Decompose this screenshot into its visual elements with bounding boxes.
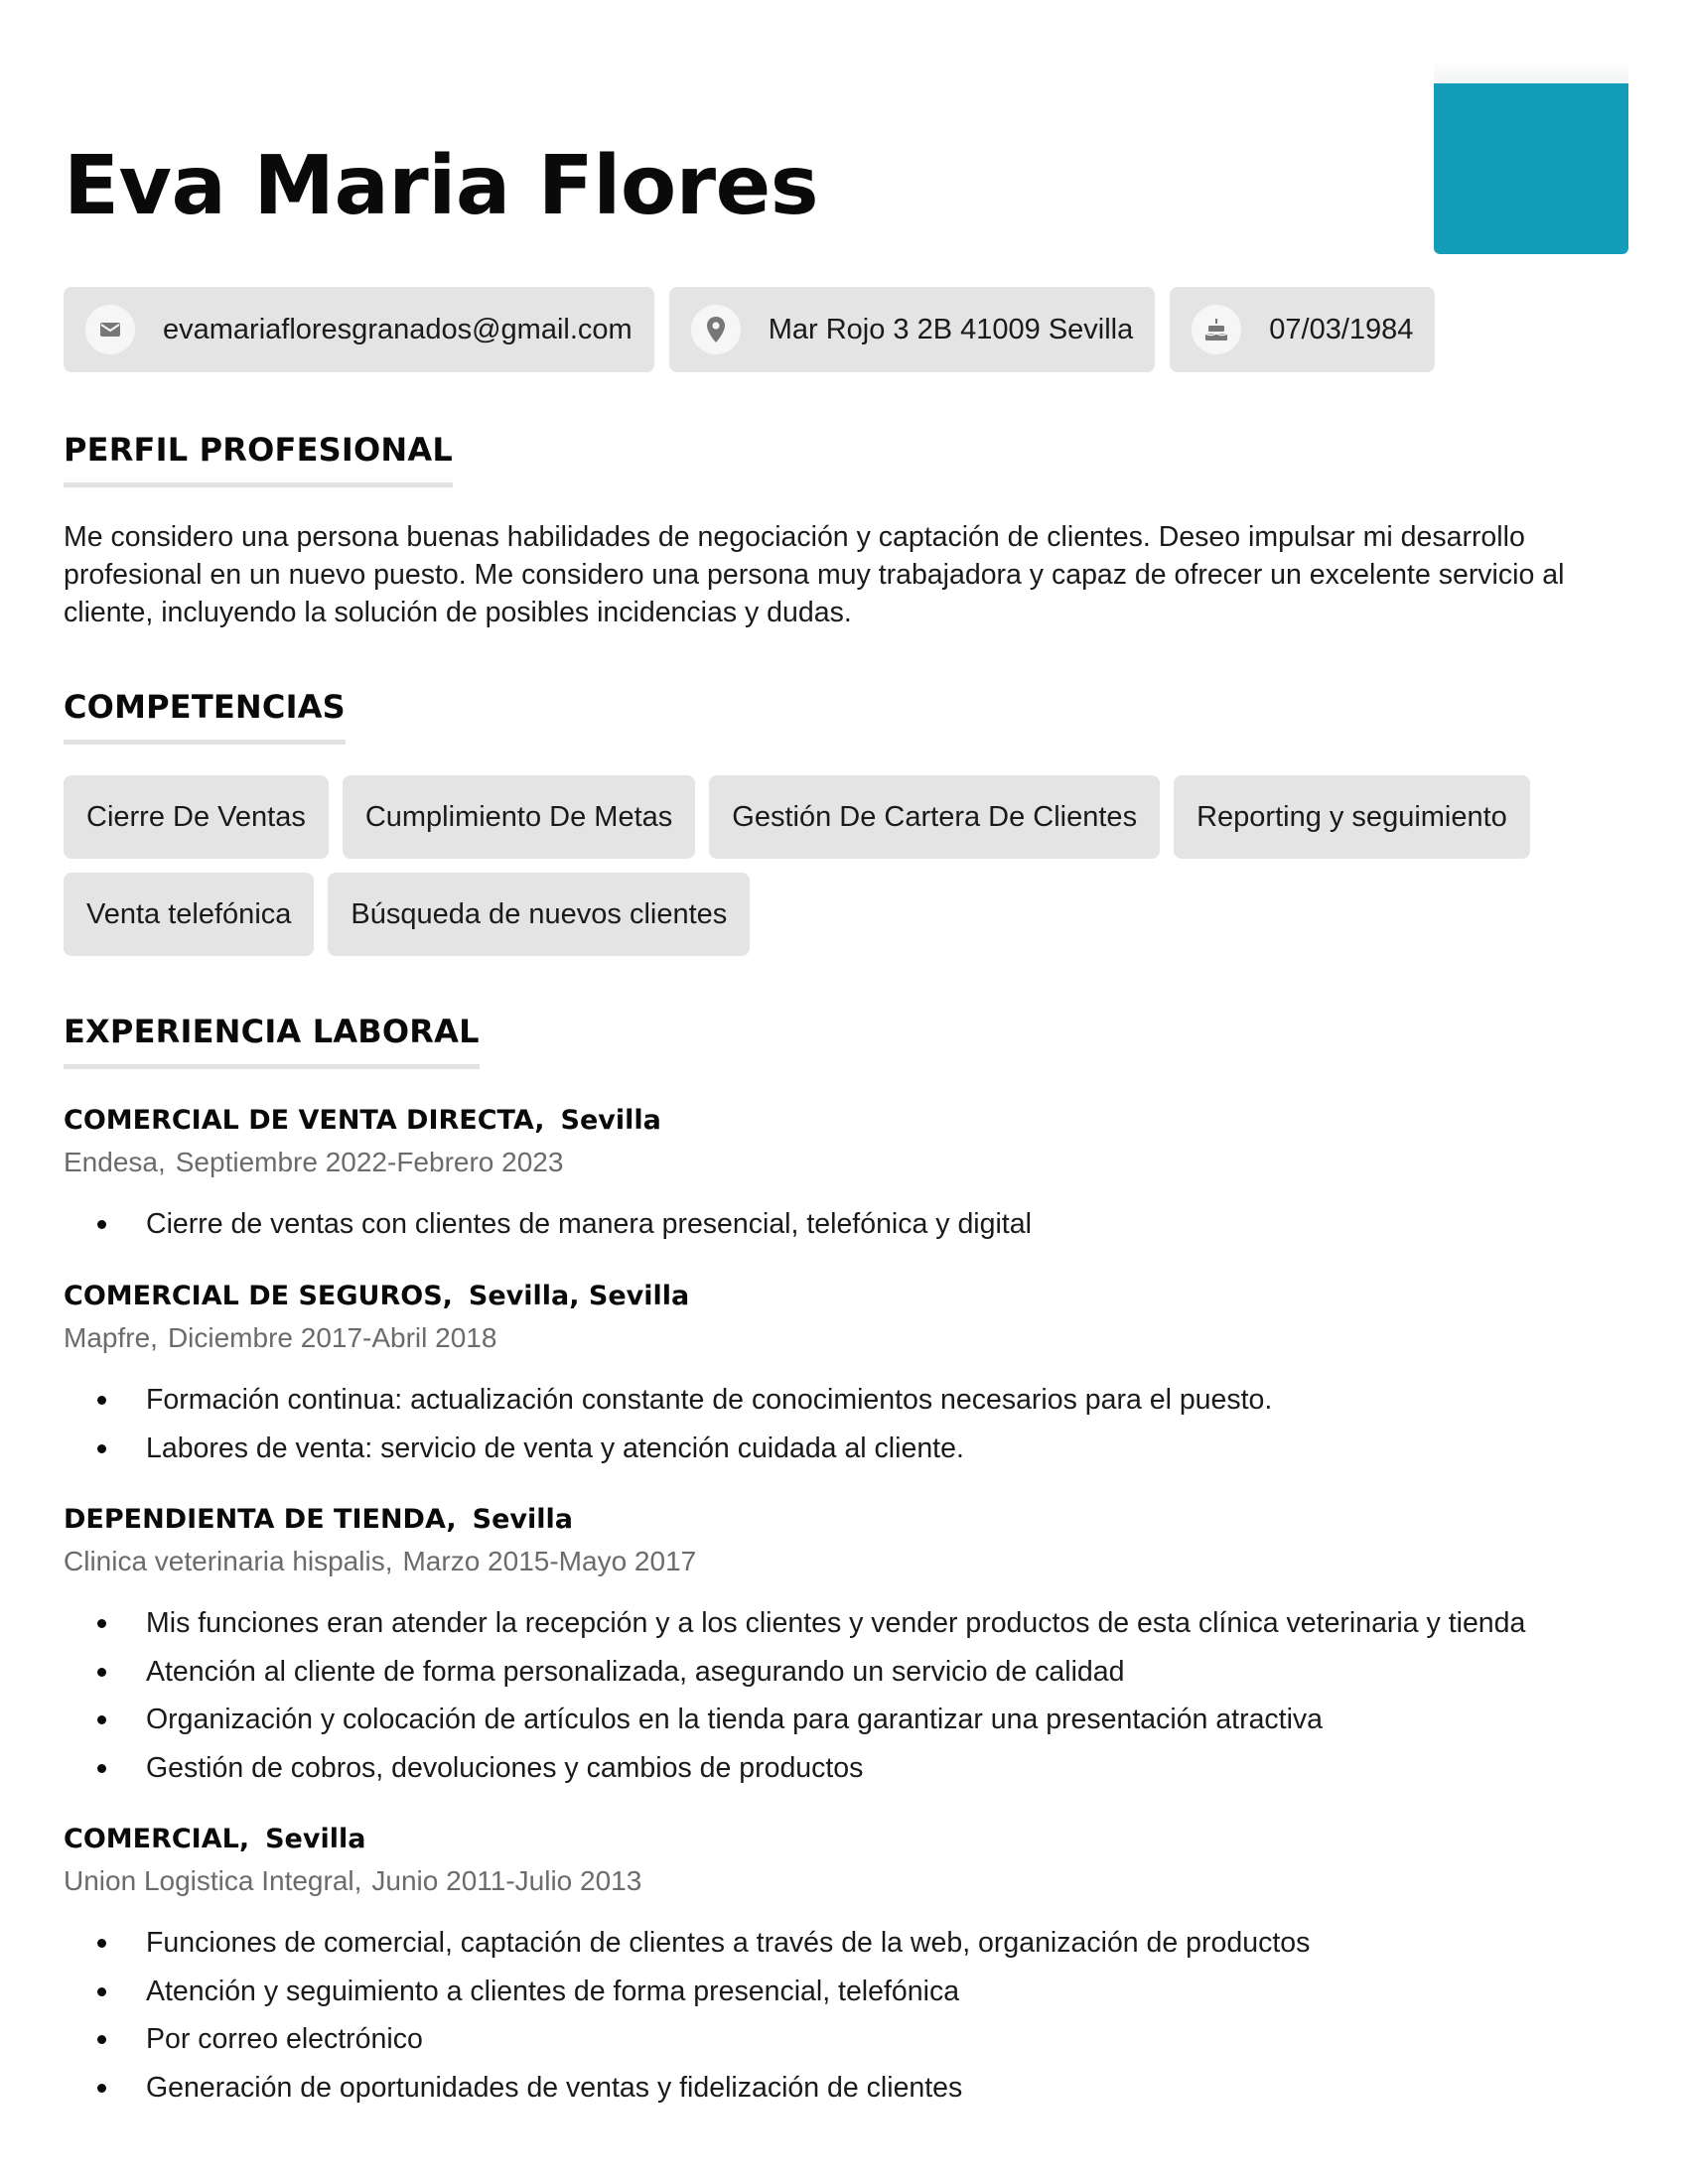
job-bullets	[64, 1200, 1632, 1249]
skill-tag: Búsqueda de nuevos clientes	[328, 873, 750, 956]
job-entry	[64, 1500, 1632, 1792]
job-meta	[64, 1859, 1632, 1903]
job-location: Sevilla	[472, 1504, 573, 1535]
job-meta	[64, 1540, 1632, 1583]
contact-email-text: evamariafloresgranados@gmail.com	[163, 313, 633, 345]
job-location: Sevilla	[265, 1824, 366, 1854]
job-bullet: Labores de venta: servicio de venta y atención cuidada al cliente.	[64, 1425, 1632, 1473]
job-dates: Diciembre 2017-Abril 2018	[167, 1322, 497, 1353]
job-position: DEPENDIENTA DE TIENDA,	[64, 1504, 457, 1535]
skill-tag: Gestión De Cartera De Clientes	[709, 775, 1160, 859]
job-title	[64, 1500, 1632, 1540]
job-dates: Marzo 2015-Mayo 2017	[402, 1546, 697, 1576]
job-dates: Septiembre 2022-Febrero 2023	[175, 1147, 564, 1177]
skills-section-title: COMPETENCIAS	[64, 688, 346, 745]
bullet-icon	[97, 1939, 106, 1948]
bullet-icon	[97, 1444, 106, 1453]
job-dates: Junio 2011-Julio 2013	[371, 1865, 642, 1896]
bullet-icon	[97, 1396, 106, 1405]
skill-tag: Cumplimiento De Metas	[343, 775, 695, 859]
job-bullet: Funciones de comercial, captación de clientes a través de la web, organización de productos	[64, 1919, 1632, 1968]
bullet-icon	[97, 1668, 106, 1677]
contact-birthdate-text: 07/03/1984	[1269, 313, 1414, 345]
bullet-icon	[97, 1220, 106, 1229]
profile-text: Me considero una persona buenas habilidades de negociación y captación de clientes. Deseo impulsar mi desarrollo profesional en un nuevo puesto. Me considero una persona muy trabajadora y capaz de ofrecer un excelente servicio al cliente, incluyendo la solución de posibles incidencias y dudas.	[64, 521, 1565, 628]
job-bullet: Organización y colocación de artículos en la tienda para garantizar una presentación atractiva	[64, 1696, 1632, 1744]
job-location: Sevilla, Sevilla	[468, 1281, 690, 1311]
job-title	[64, 1101, 1632, 1141]
job-bullets	[64, 1376, 1632, 1472]
job-bullet: Generación de oportunidades de ventas y fidelización de clientes	[64, 2064, 1632, 2113]
job-meta	[64, 1141, 1632, 1184]
job-bullets	[64, 1599, 1632, 1792]
job-position: COMERCIAL DE SEGUROS,	[64, 1281, 453, 1311]
bullet-icon	[97, 2035, 106, 2044]
job-bullet: Atención y seguimiento a clientes de forma presencial, telefónica	[64, 1968, 1632, 2016]
contact-email	[64, 287, 654, 372]
job-location: Sevilla	[560, 1105, 661, 1136]
profile-section-title: PERFIL PROFESIONAL	[64, 431, 453, 487]
profile-photo	[1434, 60, 1628, 254]
candidate-name: Eva Maria Flores	[64, 139, 819, 233]
job-company: Mapfre,	[64, 1322, 158, 1353]
job-entry	[64, 1277, 1632, 1472]
job-bullet: Por correo electrónico	[64, 2015, 1632, 2064]
job-bullet: Mis funciones eran atender la recepción y a los clientes y vender productos de esta clínica veterinaria y tienda	[64, 1599, 1632, 1648]
bullet-icon	[97, 1987, 106, 1996]
job-bullet: Formación continua: actualización constante de conocimientos necesarios para el puesto.	[64, 1376, 1632, 1425]
bullet-icon	[97, 1715, 106, 1724]
mail-icon	[85, 305, 135, 354]
job-company: Clinica veterinaria hispalis,	[64, 1546, 393, 1576]
job-title	[64, 1277, 1632, 1316]
skills-list	[64, 775, 1632, 956]
job-title	[64, 1820, 1632, 1859]
skill-tag: Reporting y seguimiento	[1174, 775, 1530, 859]
job-bullet: Atención al cliente de forma personalizada, asegurando un servicio de calidad	[64, 1648, 1632, 1697]
bullet-icon	[97, 1764, 106, 1773]
contact-address-text: Mar Rojo 3 2B 41009 Sevilla	[768, 313, 1134, 345]
job-position: COMERCIAL,	[64, 1824, 250, 1854]
job-company: Endesa,	[64, 1147, 166, 1177]
bullet-icon	[97, 1619, 106, 1628]
job-bullet: Cierre de ventas con clientes de manera presencial, telefónica y digital	[64, 1200, 1632, 1249]
job-meta	[64, 1316, 1632, 1360]
location-pin-icon	[691, 305, 741, 354]
birthday-cake-icon	[1192, 305, 1241, 354]
bullet-icon	[97, 2084, 106, 2093]
contact-address	[669, 287, 1156, 372]
contact-birthdate	[1170, 287, 1435, 372]
experience-section-title: EXPERIENCIA LABORAL	[64, 1013, 480, 1069]
job-company: Union Logistica Integral,	[64, 1865, 362, 1896]
profile-photo-fill	[1434, 83, 1628, 254]
job-bullets	[64, 1919, 1632, 2112]
job-entry	[64, 1820, 1632, 2112]
skill-tag: Cierre De Ventas	[64, 775, 329, 859]
job-entry	[64, 1101, 1632, 1249]
job-bullet: Gestión de cobros, devoluciones y cambios de productos	[64, 1744, 1632, 1793]
job-position: COMERCIAL DE VENTA DIRECTA,	[64, 1105, 545, 1136]
contact-bar	[64, 287, 1435, 372]
skill-tag: Venta telefónica	[64, 873, 314, 956]
